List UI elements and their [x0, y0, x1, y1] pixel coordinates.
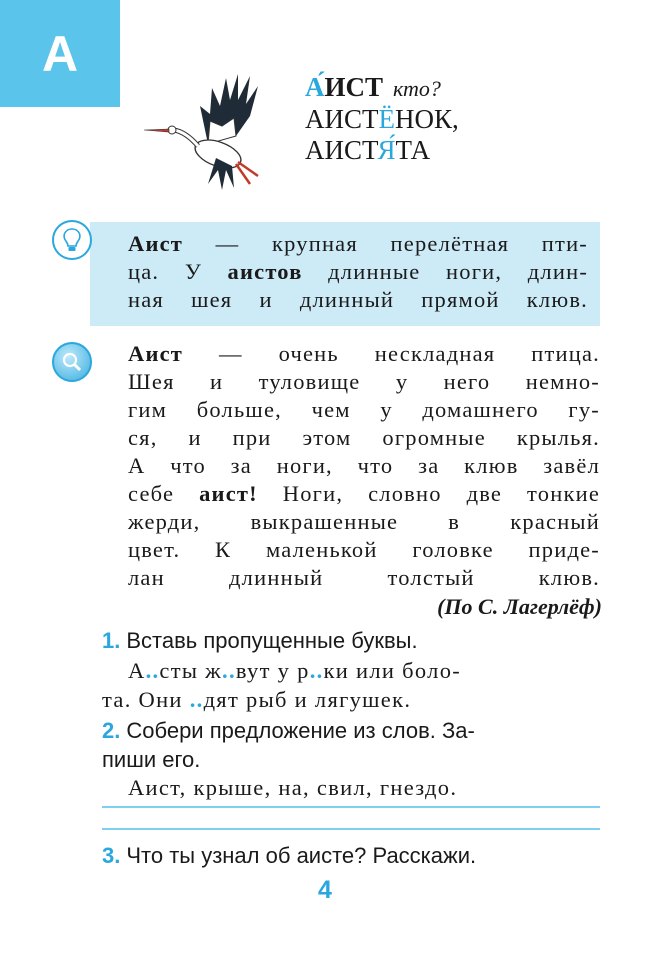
writing-line-2: [102, 828, 600, 830]
word-line-3: АИСТЯ́ТА: [305, 135, 431, 165]
word-block: [305, 72, 459, 166]
word-question: кто?: [393, 76, 441, 101]
reading-source: (По С. Лагерлёф): [437, 594, 602, 619]
word-line-1: [305, 72, 459, 104]
writing-line-1: [102, 806, 600, 808]
word-line-2: АИСТЁНОК,: [305, 104, 459, 134]
magnifier-icon: [52, 342, 92, 382]
reading-bold-1: Аист: [128, 341, 184, 366]
task-1: 1. Вставь пропущенные буквы.: [102, 628, 418, 653]
reading-text: Аист — очень нескладная птица. Шея и туловище у него немно- гим больше, чем у домашнего гу- ся, и при этом огромные крылья. А что за ноги, что за клюв завёл себе аист! Ноги, словно две тонкие жерди, выкрашенные в красный цвет. К маленькой головке приде- лан длинный толстый клюв.: [128, 341, 601, 590]
exercise-1-line-2: та. Они ..дят рыб и лягушек.: [102, 687, 412, 712]
task-2-line-2: пиши его.: [102, 747, 201, 772]
task-2: 2. Собери предложение из слов. За-: [102, 718, 475, 743]
exercise-2: Аист, крыше, на, свил, гнездо.: [128, 775, 458, 800]
letter: А: [41, 25, 79, 82]
lightbulb-icon: [52, 220, 92, 260]
exercise-1-line-1: А..сты ж..вут у р..ки или боло-: [128, 658, 462, 683]
word-main: А́ИСТ: [305, 72, 384, 102]
page-number: 4: [318, 876, 332, 904]
info-text: Аист — крупная перелётная пти- ца. У аистов длинные ноги, длин- ная шея и длинный прямой клюв.: [128, 231, 589, 312]
letter-tab: [0, 0, 120, 107]
stork-illustration: [138, 66, 268, 196]
task-3: 3. Что ты узнал об аисте? Расскажи.: [102, 843, 477, 868]
info-bold-1: Аист: [128, 231, 184, 256]
